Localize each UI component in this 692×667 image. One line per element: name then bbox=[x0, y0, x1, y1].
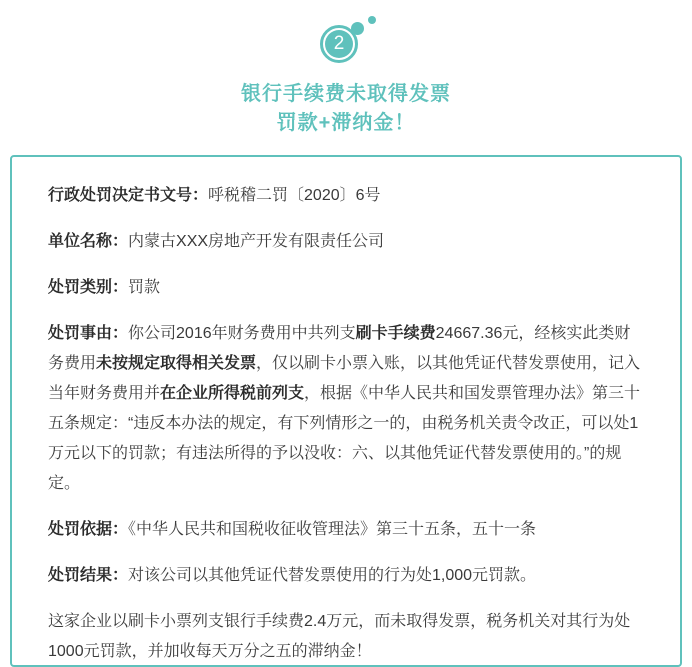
penalty-result-value: 对该公司以其他凭证代替发票使用的行为处1,000元罚款。 bbox=[128, 567, 537, 584]
penalty-basis bbox=[48, 515, 646, 545]
case-summary: 这家企业以刷卡小票列支银行手续费2.4万元，而未取得发票，税务机关对其行为处1000元罚款，并加收每天万分之五的滞纳金！ bbox=[48, 613, 631, 660]
field-document-number-label: 行政处罚决定书文号： bbox=[48, 187, 209, 204]
field-company-name bbox=[48, 227, 646, 257]
step-badge bbox=[314, 16, 378, 70]
penalty-result-label: 处罚结果： bbox=[48, 567, 129, 584]
field-company-name-value: 内蒙古XXX房地产开发有限责任公司 bbox=[128, 233, 385, 250]
step-number: 2 bbox=[325, 30, 353, 58]
decorative-dot-large-icon bbox=[351, 22, 364, 35]
page-title-line1: 银行手续费未取得发票 bbox=[241, 83, 451, 105]
field-penalty-type bbox=[48, 273, 646, 303]
field-company-name-label: 单位名称： bbox=[48, 233, 129, 250]
penalty-reason bbox=[48, 319, 646, 499]
penalty-reason-label: 处罚事由： bbox=[48, 325, 129, 342]
penalty-card bbox=[10, 155, 682, 667]
penalty-basis-label: 处罚依据： bbox=[48, 521, 129, 538]
field-penalty-type-label: 处罚类别： bbox=[48, 279, 129, 296]
field-document-number bbox=[48, 181, 646, 211]
penalty-reason-text: 你公司2016年财务费用中共列支刷卡手续费24667.36元，经核实此类财务费用未按规定取得相关发票，仅以刷卡小票入账，以其他凭证代替发票使用，记入当年财务费用并在企业所得税前列支，根据《中华人民共和国发票管理办法》第三十五条规定：“违反本办法的规定，有下列情形之一的，由税务机关责令改正，可以处1万元以下的罚款；有违法所得的予以没收：六、以其他凭证代替发票使用的。”的规定。 bbox=[48, 325, 641, 492]
penalty-basis-value: 《中华人民共和国税收征收管理法》第三十五条，五十一条 bbox=[128, 521, 537, 538]
field-penalty-type-value: 罚款 bbox=[128, 279, 161, 296]
penalty-result bbox=[48, 561, 646, 591]
header bbox=[0, 0, 692, 138]
page-title bbox=[0, 80, 692, 138]
field-document-number-value: 呼税稽二罚〔2020〕6号 bbox=[208, 187, 381, 204]
page-title-line2: 罚款+滞纳金！ bbox=[276, 112, 416, 134]
decorative-dot-small-icon bbox=[368, 16, 376, 24]
